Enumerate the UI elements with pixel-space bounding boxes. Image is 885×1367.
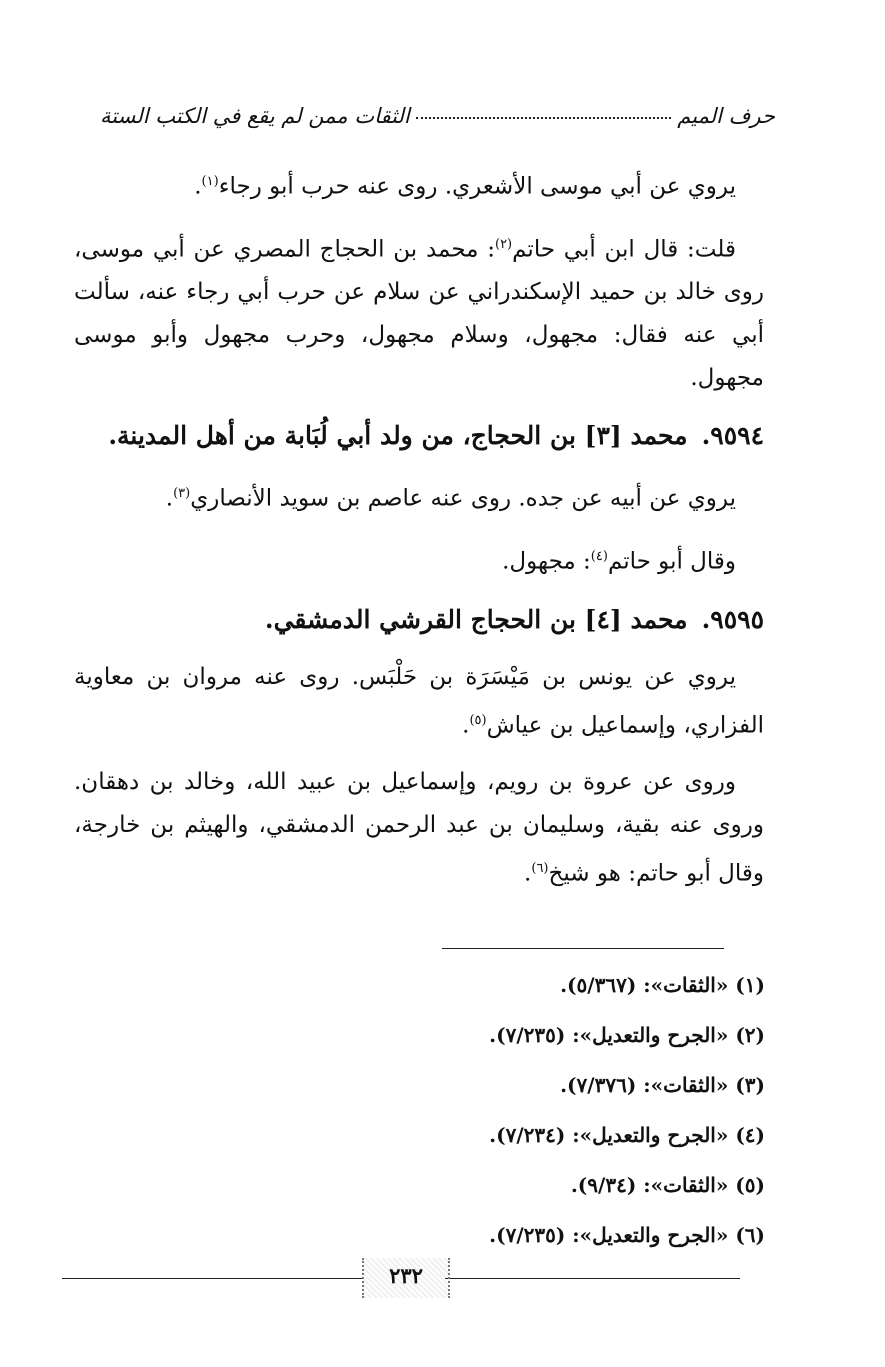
footer-rule-left [62, 1278, 362, 1279]
footnote-item: (٦) «الجرح والتعديل»: (٧/٢٣٥). [489, 1223, 765, 1247]
footnote-ref[interactable]: (٥) [469, 712, 487, 728]
footnote-ref[interactable]: (٢) [494, 236, 513, 252]
footnote-item: (١) «الثقات»: (٥/٣٦٧). [560, 973, 765, 997]
paragraph: وقال أبو حاتم$^{(٤)}$: مجهول. [502, 548, 736, 575]
page-number: ٢٣٢ [362, 1258, 450, 1298]
footnote-item: (٣) «الثقات»: (٧/٣٧٦). [560, 1073, 765, 1097]
header-chapter-title: حرف الميم [677, 104, 775, 128]
running-header [100, 104, 775, 128]
paragraph: يروي عن يونس بن مَيْسَرَة بن حَلْبَس. روى عنه مروان بن معاوية الفزاري، وإسماعيل بن عياش$^{(٥)}$. [74, 663, 764, 739]
footnote-item: (٢) «الجرح والتعديل»: (٧/٢٣٥). [489, 1023, 765, 1047]
paragraph: وروى عن عروة بن رويم، وإسماعيل بن عبيد الله، وخالد بن دهقان. وروى عنه بقية، وسليمان بن عبد الرحمن الدمشقي، والهيثم بن خارجة، وقال أبو حاتم: هو شيخ$^{(٦)}$. [74, 769, 764, 887]
footnote-ref[interactable]: (٤) [590, 548, 608, 564]
footnote-ref[interactable]: (٦) [531, 861, 549, 877]
footnotes [165, 960, 765, 1260]
paragraph: قلت: قال ابن أبي حاتم$^{(٢)}$: محمد بن الحجاج المصري عن أبي موسى، روى خالد بن حميد الإسكندراني عن سلام عن حرب أبي رجاء عنه، سألت أبي عنه فقال: مجهول، وسلام مجهول، وحرب مجهول وأبو موسى مجهول. [74, 236, 764, 392]
entry-title: محمد [٣] بن الحجاج، من ولد أبي لُبَابة من أهل المدينة. [108, 421, 688, 451]
entry-heading-9595 [74, 598, 764, 642]
footnote-item: (٥) «الثقات»: (٩/٣٤). [570, 1173, 765, 1197]
paragraph: يروي عن أبيه عن جده. روى عنه عاصم بن سويد الأنصاري$^{(٣)}$. [165, 485, 736, 512]
footnote-ref[interactable]: (١) [201, 174, 219, 189]
entry-heading-9594 [74, 414, 764, 458]
main-text [74, 160, 764, 910]
entry-number: ٩٥٩٥. [701, 604, 764, 634]
paragraph: يروي عن أبي موسى الأشعري. روى عنه حرب أبو رجاء$^{(١)}$. [194, 173, 736, 200]
header-dot-leader [416, 117, 672, 119]
footnote-ref[interactable]: (٣) [173, 486, 191, 502]
footer-rule-right [445, 1278, 740, 1279]
footnote-divider [442, 948, 724, 949]
footnote-item: (٤) «الجرح والتعديل»: (٧/٢٣٤). [489, 1123, 765, 1147]
entry-title: محمد [٤] بن الحجاج القرشي الدمشقي. [264, 604, 688, 634]
entry-number: ٩٥٩٤. [701, 421, 764, 451]
header-book-title: الثقات ممن لم يقع في الكتب الستة [100, 104, 410, 128]
